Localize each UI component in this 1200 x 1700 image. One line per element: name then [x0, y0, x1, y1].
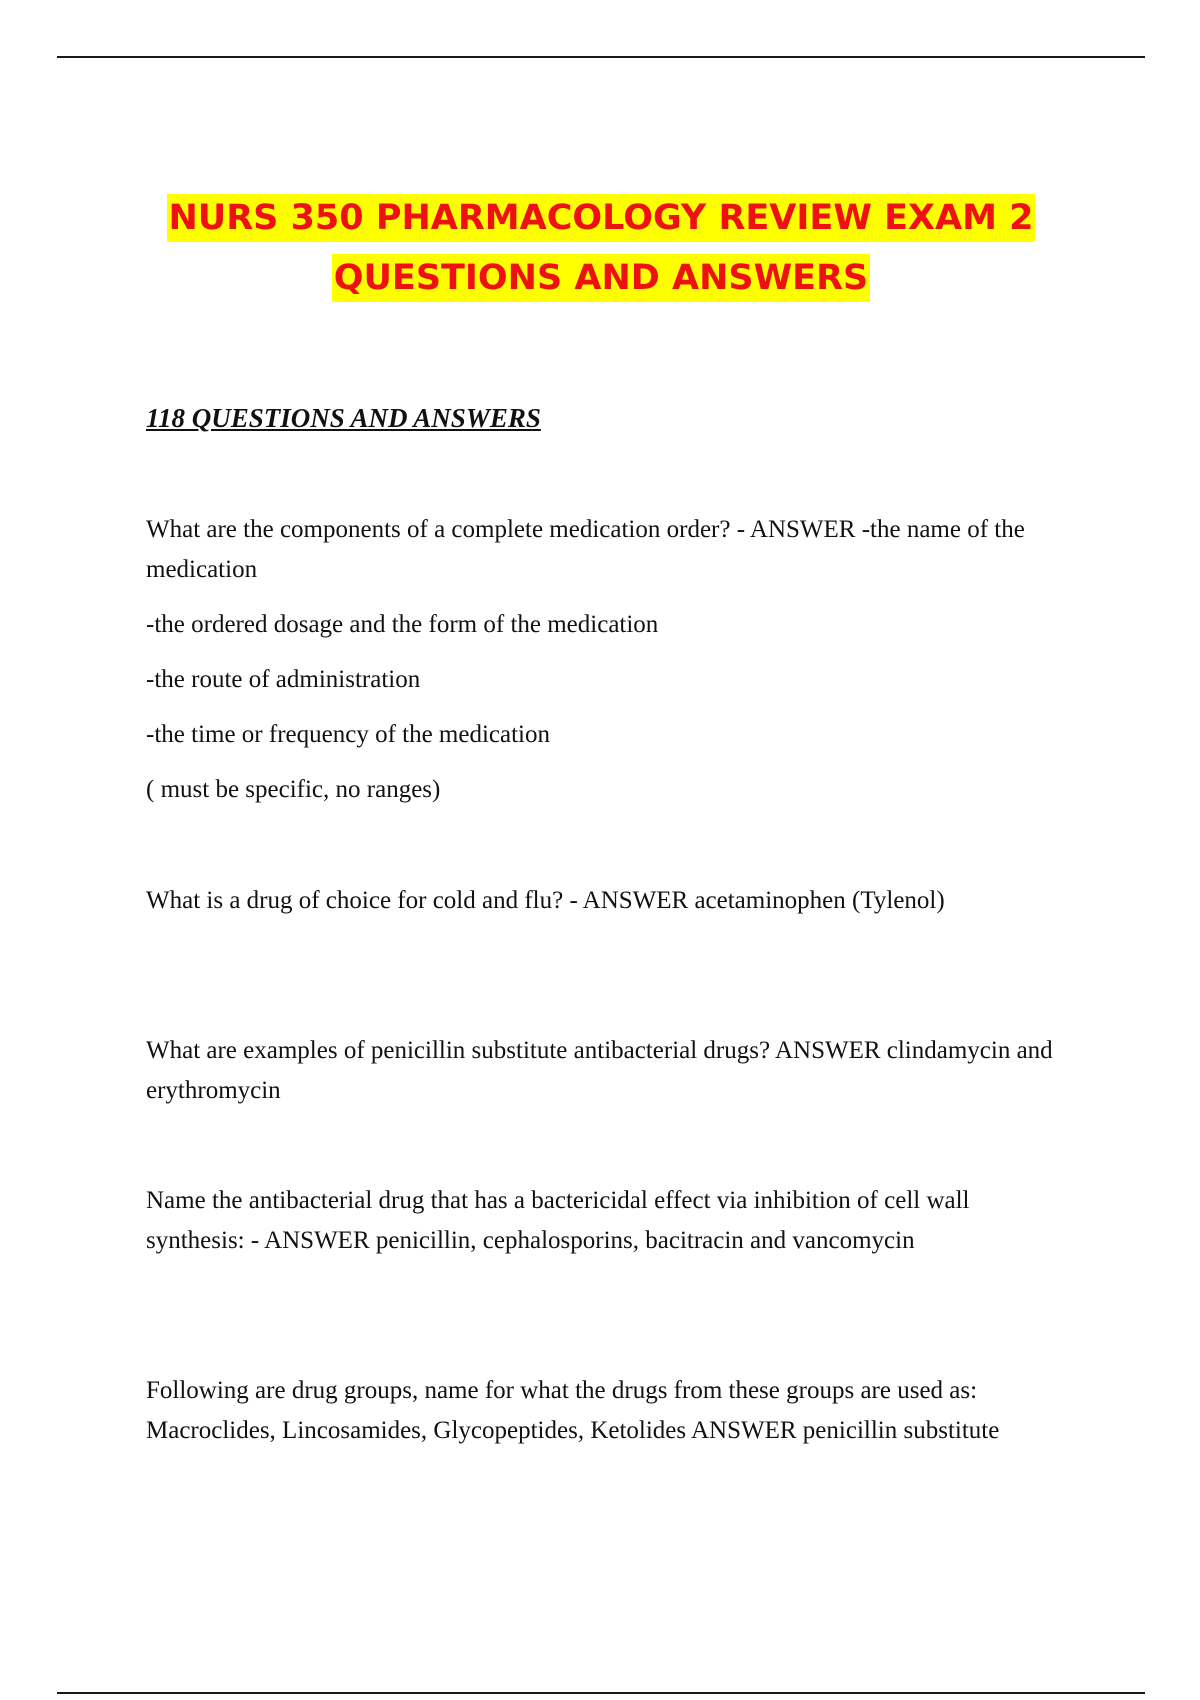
qa-text: Following are drug groups, name for what the drugs from these groups are used as: Macroclides, Lincosamides, Glycopeptides, Ketolides ANSWER penicillin substitute: [146, 1377, 1000, 1444]
qa-answer-line: -the route of administration: [146, 666, 421, 693]
title-line-1: NURS 350 PHARMACOLOGY REVIEW EXAM 2: [167, 194, 1036, 242]
qa-text: Name the antibacterial drug that has a bactericidal effect via inhibition of cell wall synthesis: - ANSWER penicillin, cephalosporins, bacitracin and vancomycin: [146, 1187, 970, 1254]
qa-item-penicillin-substitutes: [146, 1031, 1056, 1111]
title-line-2: QUESTIONS AND ANSWERS: [332, 254, 871, 302]
qa-text: What are examples of penicillin substitute antibacterial drugs? ANSWER clindamycin and erythromycin: [146, 1037, 1053, 1104]
question-count-heading: 118 QUESTIONS AND ANSWERS: [146, 403, 541, 433]
qa-text: What are the components of a complete medication order? - ANSWER -the name of the medication: [146, 516, 1025, 583]
qa-answer-line: -the time or frequency of the medication: [146, 721, 551, 748]
qa-answer-line: -the ordered dosage and the form of the medication: [146, 611, 659, 638]
qa-item-drug-groups: [146, 1371, 1056, 1451]
qa-item-components-of-medication-order: [146, 510, 1056, 810]
qa-item-cold-and-flu: [146, 881, 1056, 921]
qa-item-cell-wall-inhibitors: [146, 1181, 1056, 1261]
bottom-rule: [57, 1692, 1145, 1694]
qa-text: What is a drug of choice for cold and flu? - ANSWER acetaminophen (Tylenol): [146, 887, 945, 914]
document-title: [57, 188, 1145, 308]
qa-answer-line: ( must be specific, no ranges): [146, 776, 441, 803]
top-rule: [57, 56, 1145, 58]
